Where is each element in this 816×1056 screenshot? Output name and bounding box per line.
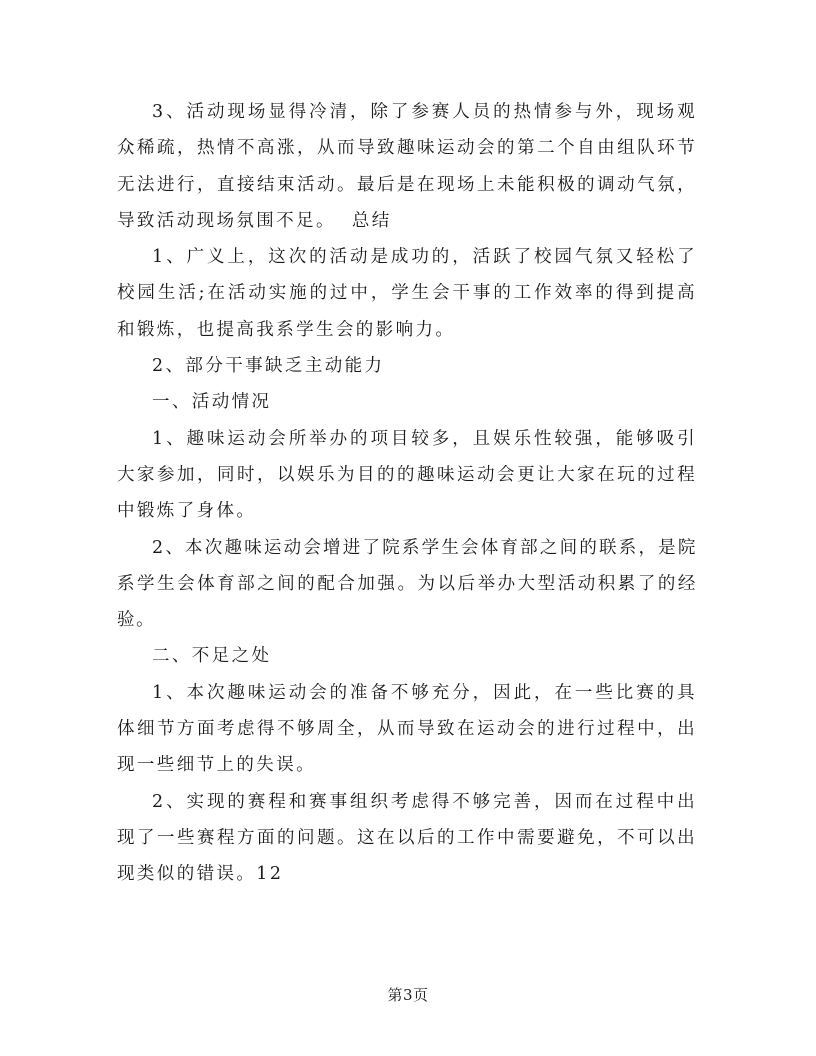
paragraph-shortcoming-1: 1、本次趣味运动会的准备不够充分，因此，在一些比赛的具体细节方面考虑得不够周全，从而导致在运动会的进行过程中，出现一些细节上的失误。: [117, 682, 697, 776]
paragraph-activity-1: 1、趣味运动会所举办的项目较多，且娱乐性较强，能够吸引大家参加，同时，以娱乐为目的的趣味运动会更让大家在玩的过程中锻炼了身体。: [117, 428, 697, 522]
section-heading-shortcomings: 二、不足之处: [152, 646, 272, 667]
section-heading-activity: 一、活动情况: [152, 392, 272, 413]
paragraph-shortcoming-2: 2、实现的赛程和赛事组织考虑得不够完善，因而在过程中出现了一些赛程方面的问题。这在以后的工作中需要避免，不可以出现类似的错误。12: [117, 791, 697, 885]
paragraph-summary-1: 1、广义上，这次的活动是成功的，活跃了校园气氛又轻松了校园生活;在活动实施的过中，学生会干事的工作效率的得到提高和锻炼，也提高我系学生会的影响力。: [117, 247, 697, 340]
document-body: [117, 94, 697, 893]
paragraph-problem-3: 3、活动现场显得冷清，除了参赛人员的热情参与外，现场观众稀疏，热情不高涨，从而导致趣味运动会的第二个自由组队环节无法进行，直接结束活动。最后是在现场上未能积极的调动气氛，导致活动现场氛围不足。 总结: [117, 102, 697, 231]
paragraph-summary-2: 2、部分干事缺乏主动能力: [152, 356, 385, 377]
page-number: 第3页: [387, 986, 429, 1004]
paragraph-activity-2: 2、本次趣味运动会增进了院系学生会体育部之间的联系，是院系学生会体育部之间的配合加强。为以后举办大型活动积累了的经验。: [117, 537, 697, 631]
